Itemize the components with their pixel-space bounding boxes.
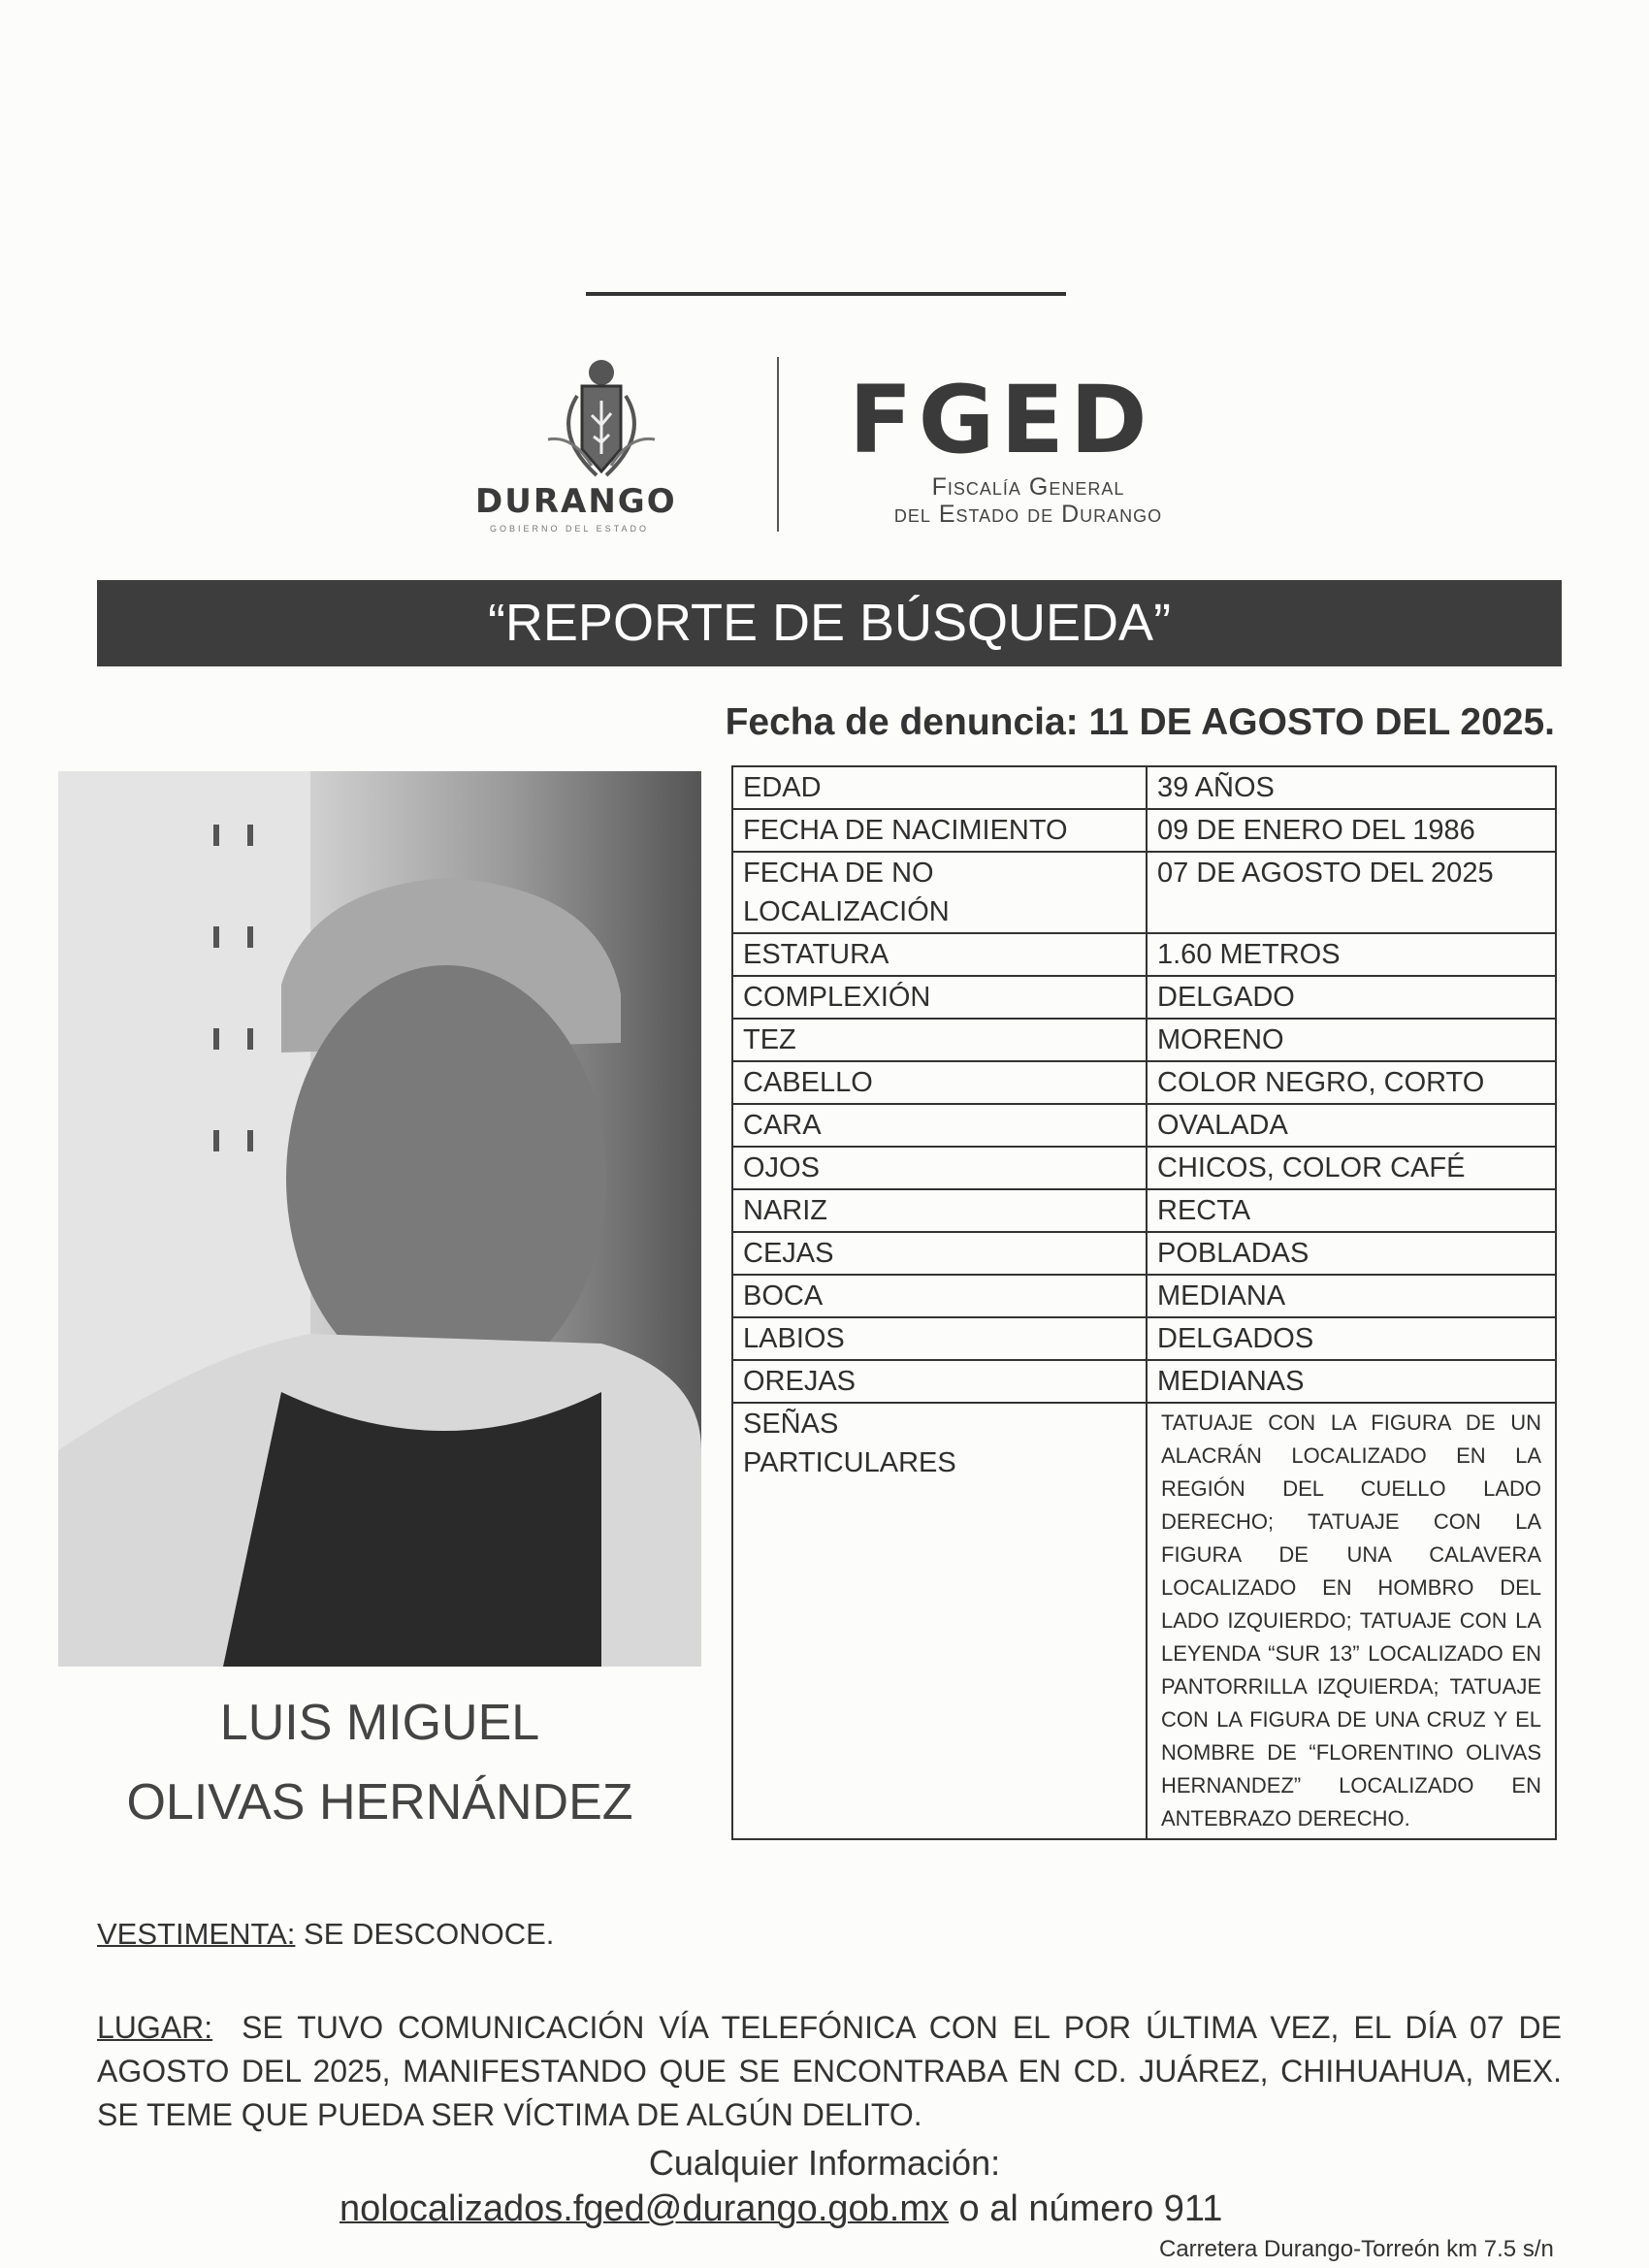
detail-label: FECHA DE NACIMIENTO (732, 809, 1147, 852)
detail-label: ESTATURA (732, 933, 1147, 976)
contact-heading: Cualquier Información: (648, 2143, 1001, 2183)
detail-value: 09 DE ENERO DEL 1986 (1147, 809, 1556, 852)
durango-logo-text: DURANGO (475, 482, 677, 521)
missing-person-photo (58, 771, 701, 1667)
detail-label: CARA (732, 1104, 1147, 1147)
physical-description-table (731, 765, 1557, 1840)
person-name-line1: LUIS MIGUEL (219, 1695, 540, 1751)
detail-row (732, 852, 1556, 933)
clothing-label: VESTIMENTA: (97, 1917, 296, 1951)
top-rule (586, 292, 1066, 296)
detail-label: FECHA DE NO LOCALIZACIÓN (732, 852, 1147, 933)
detail-label: EDAD (732, 766, 1147, 809)
detail-label: SEÑAS PARTICULARES (732, 1403, 1147, 1839)
detail-row (732, 933, 1556, 976)
detail-value: TATUAJE CON LA FIGURA DE UN ALACRÁN LOCALIZADO EN LA REGIÓN DEL CUELLO LADO DERECHO; TATUAJE CON LA FIGURA DE UNA CALAVERA LOCALIZADO EN HOMBRO DEL LADO IZQUIERDO; TATUAJE CON LA LEYENDA “SUR 13” LOCALIZADO EN PANTORRILLA IZQUIERDA; TATUAJE CON LA FIGURA DE UNA CRUZ Y EL NOMBRE DE “FLORENTINO OLIVAS HERNANDEZ” LOCALIZADO EN ANTEBRAZO DERECHO. (1147, 1403, 1556, 1839)
detail-row (732, 976, 1556, 1019)
location-label: LUGAR: (97, 2010, 213, 2045)
detail-row (732, 809, 1556, 852)
detail-value: 1.60 METROS (1147, 933, 1556, 976)
detail-value: COLOR NEGRO, CORTO (1147, 1061, 1556, 1104)
detail-row (732, 1061, 1556, 1104)
detail-value: POBLADAS (1147, 1232, 1556, 1275)
detail-label: CABELLO (732, 1061, 1147, 1104)
detail-row (732, 766, 1556, 809)
detail-row (732, 1275, 1556, 1317)
fged-subtitle-line1: Fiscalía General (931, 473, 1125, 501)
clothing-value: SE DESCONOCE. (295, 1917, 555, 1951)
detail-row (732, 1317, 1556, 1360)
detail-value: DELGADO (1147, 976, 1556, 1019)
detail-row (732, 1019, 1556, 1061)
location-info (97, 2006, 1570, 2137)
complaint-date: Fecha de denuncia: 11 DE AGOSTO DEL 2025. (725, 701, 1555, 743)
person-name (58, 1683, 701, 1842)
detail-value: MEDIANAS (1147, 1360, 1556, 1403)
detail-label: CEJAS (732, 1232, 1147, 1275)
detail-label: TEZ (732, 1019, 1147, 1061)
contact-line (340, 2187, 1222, 2231)
detail-label: BOCA (732, 1275, 1147, 1317)
detail-label: LABIOS (732, 1317, 1147, 1360)
detail-row (732, 1232, 1556, 1275)
detail-row (732, 1360, 1556, 1403)
person-name-line2: OLIVAS HERNÁNDEZ (126, 1774, 633, 1831)
contact-email-link[interactable]: nolocalizados.fged@durango.gob.mx (340, 2188, 949, 2229)
detail-value: MORENO (1147, 1019, 1556, 1061)
fged-logo-subtitle (844, 473, 1212, 528)
detail-label: NARIZ (732, 1189, 1147, 1232)
detail-value: OVALADA (1147, 1104, 1556, 1147)
contact-phone: o al número 911 (948, 2188, 1223, 2229)
detail-value: 39 AÑOS (1147, 766, 1556, 809)
detail-value: RECTA (1147, 1189, 1556, 1232)
detail-row (732, 1403, 1556, 1839)
person-silhouette (58, 771, 701, 1667)
detail-label: OJOS (732, 1147, 1147, 1189)
detail-label: COMPLEXIÓN (732, 976, 1147, 1019)
clothing-info (97, 1916, 554, 1953)
detail-value: CHICOS, COLOR CAFÉ (1147, 1147, 1556, 1189)
detail-value: MEDIANA (1147, 1275, 1556, 1317)
location-value: SE TUVO COMUNICACIÓN VÍA TELEFÓNICA CON EL POR ÚLTIMA VEZ, EL DÍA 07 DE AGOSTO DEL 2025, MANIFESTANDO QUE SE ENCONTRABA EN CD. JUÁREZ, CHIHUAHUA, MEX. SE TEME QUE PUEDA SER VÍCTIMA DE ALGÚN DELITO. (97, 2010, 1570, 2132)
detail-row (732, 1104, 1556, 1147)
durango-coat-of-arms-logo (538, 357, 664, 479)
footer-address: Carretera Durango-Torreón km 7.5 s/n (1159, 2236, 1554, 2262)
detail-row (732, 1147, 1556, 1189)
durango-logo-tagline: GOBIERNO DEL ESTADO (490, 524, 650, 534)
fged-logo-text: FGED (849, 366, 1153, 474)
detail-row (732, 1189, 1556, 1232)
detail-label: OREJAS (732, 1360, 1147, 1403)
detail-value: DELGADOS (1147, 1317, 1556, 1360)
report-title-banner: “REPORTE DE BÚSQUEDA” (97, 580, 1562, 666)
detail-value: 07 DE AGOSTO DEL 2025 (1147, 852, 1556, 933)
fged-subtitle-line2: del Estado de Durango (893, 501, 1163, 528)
logo-divider (777, 357, 779, 532)
